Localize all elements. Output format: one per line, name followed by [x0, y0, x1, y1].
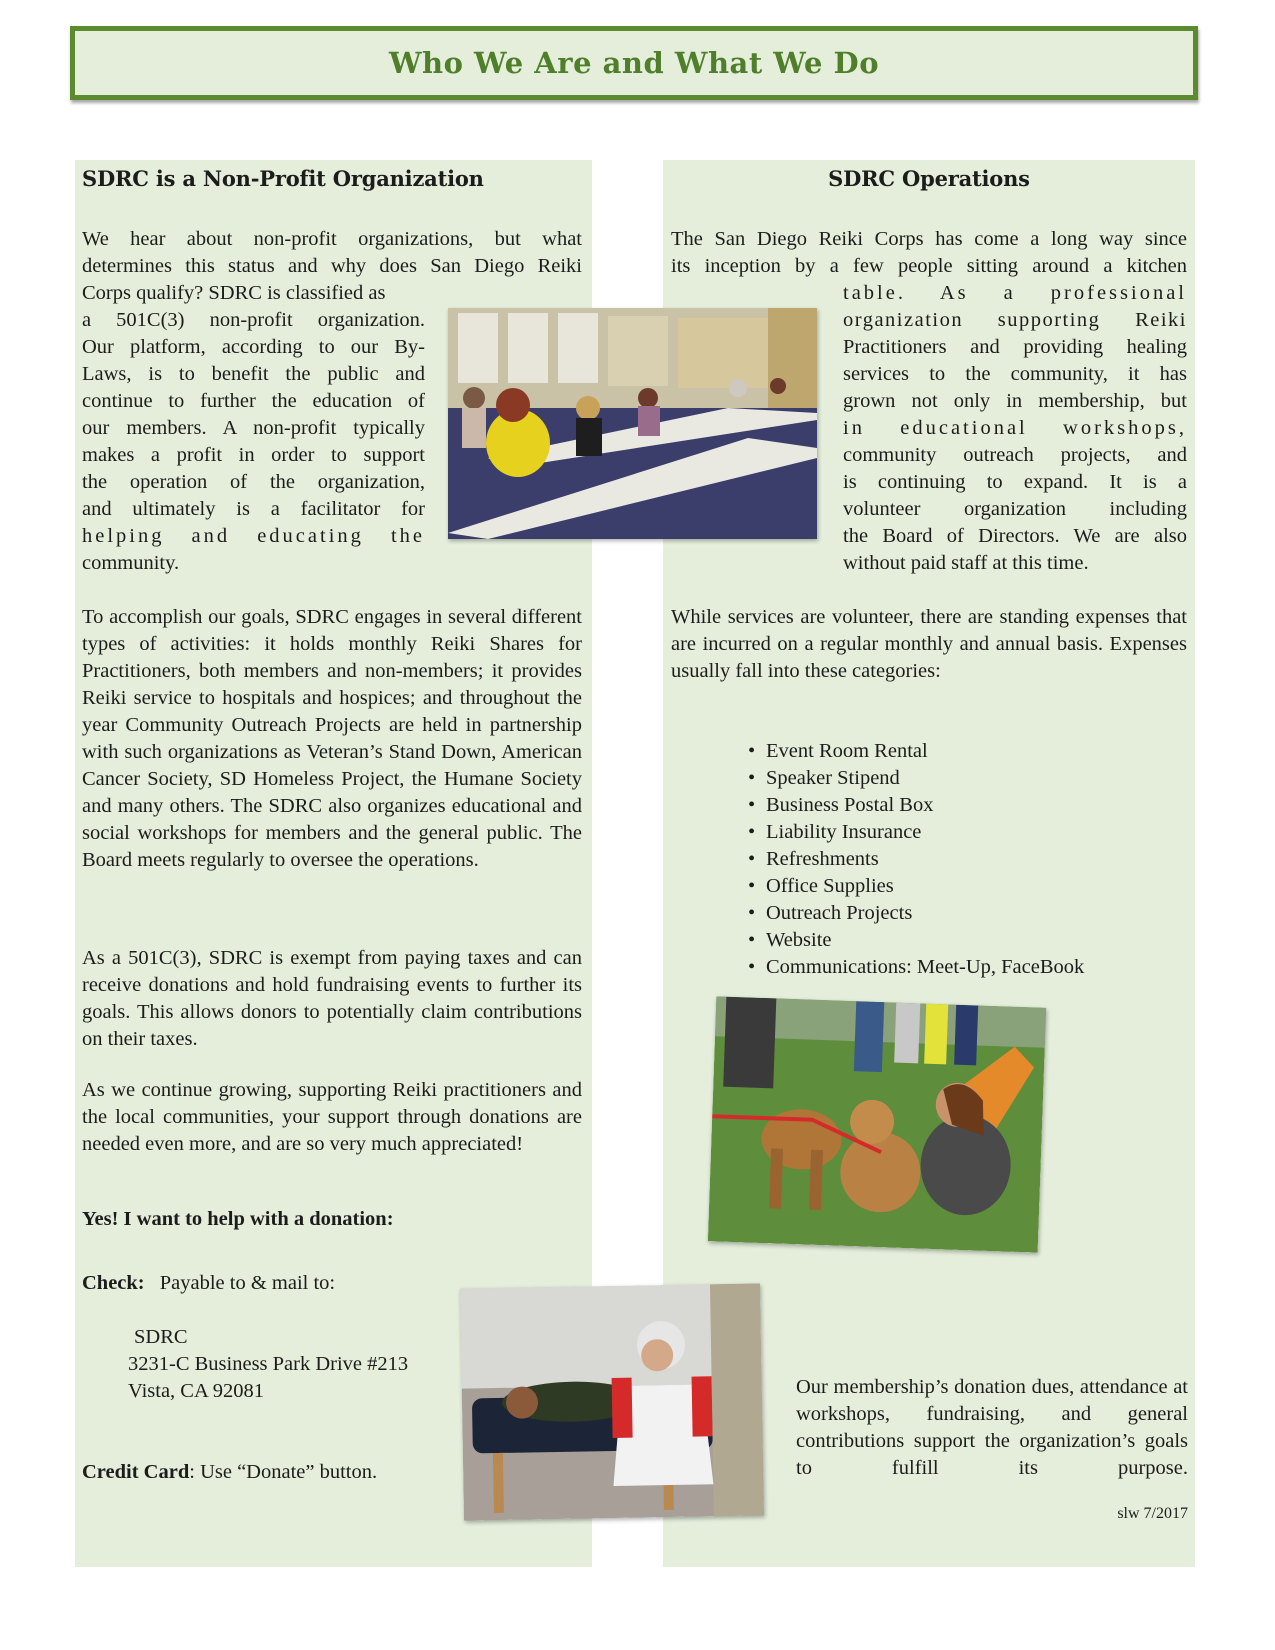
- address-line: 3231-C Business Park Drive #213: [128, 1353, 409, 1375]
- text-line: table. As a professional: [843, 282, 1187, 304]
- page-title: Who We Are and What We Do: [388, 46, 880, 80]
- dogs-outreach-photo: [708, 996, 1046, 1252]
- text-line: Corps qualify? SDRC is classified as: [82, 282, 386, 304]
- credit-card-text: : Use “Donate” button.: [189, 1461, 378, 1483]
- list-item: • Refreshments: [748, 846, 1084, 873]
- mailing-address: [128, 1324, 448, 1405]
- list-item: • Outreach Projects: [748, 900, 1084, 927]
- list-item: • Office Supplies: [748, 873, 1084, 900]
- right-paragraph-membership: Our membership’s donation dues, attendance at workshops, fundraising, and general contributions support the organization’s goals to fulfill its purpose.: [796, 1376, 1188, 1479]
- check-line: [82, 1270, 482, 1297]
- text-line: Our platform, according to our By-: [82, 336, 425, 358]
- list-item: • Business Postal Box: [748, 792, 1084, 819]
- text-line: our members. A non-profit typically: [82, 417, 425, 439]
- right-paragraph-expenses: While services are volunteer, there are standing expenses that are incurred on a regular monthly and annual basis. Expenses usually fall into these categories:: [671, 606, 1187, 682]
- left-paragraph-activities: To accomplish our goals, SDRC engages in several different types of activities: it holds monthly Reiki Shares for Practitioners, both members and non-members; it provides Reiki service to hospitals and hospices; and throughout the year Community Outreach Projects are held in partnership with such organizations as Veteran’s Stand Down, American Cancer Society, SD Homeless Project, the Humane Society and many others. The SDRC also organizes educational and social workshops for members and the general public. The Board meets regularly to oversee the operations.: [82, 606, 582, 871]
- signature-date: slw 7/2017: [1117, 1505, 1188, 1522]
- text-line: We hear about non-profit organizations, but what: [82, 228, 582, 250]
- text-line: volunteer organization including: [843, 498, 1187, 520]
- text-line: Laws, is to benefit the public and: [82, 363, 425, 385]
- text-line: is continuing to expand. It is a: [843, 471, 1187, 493]
- text-line: services to the community, it has: [843, 363, 1187, 385]
- list-item: • Liability Insurance: [748, 819, 1084, 846]
- text-line: grown not only in membership, but: [843, 390, 1187, 412]
- list-item: • Communications: Meet-Up, FaceBook: [748, 954, 1084, 981]
- left-heading: SDRC is a Non-Profit Organization: [82, 166, 484, 191]
- reiki-session-photo: [460, 1283, 764, 1520]
- text-line: determines this status and why does San Diego Reiki: [82, 255, 582, 277]
- text-line: Practitioners and providing healing: [843, 336, 1187, 358]
- text-line: and ultimately is a facilitator for: [82, 498, 425, 520]
- right-heading: SDRC Operations: [828, 166, 1030, 191]
- text-line: a 501C(3) non-profit organization.: [82, 309, 425, 331]
- address-line: SDRC: [134, 1326, 188, 1348]
- list-item: • Speaker Stipend: [748, 765, 1084, 792]
- text-line: community.: [82, 552, 180, 574]
- text-line: community outreach projects, and: [843, 444, 1187, 466]
- text-line: the operation of the organization,: [82, 471, 425, 493]
- text-line: in educational workshops,: [843, 417, 1187, 439]
- text-line: its inception by a few people sitting around a kitchen: [671, 255, 1187, 277]
- check-label: Check:: [82, 1272, 145, 1294]
- text-line: the Board of Directors. We are also: [843, 525, 1187, 547]
- right-intro-narrow: [843, 280, 1187, 577]
- text-line: makes a profit in order to support: [82, 444, 425, 466]
- list-item: • Website: [748, 927, 1084, 954]
- address-line: Vista, CA 92081: [128, 1380, 265, 1402]
- credit-card-line: [82, 1459, 442, 1486]
- left-intro-narrow: [82, 280, 425, 577]
- text-line: helping and educating the: [82, 525, 425, 547]
- left-paragraph-tax-exempt: As a 501C(3), SDRC is exempt from paying taxes and can receive donations and hold fundraising events to further its goals. This allows donors to potentially claim contributions on their taxes.: [82, 947, 582, 1050]
- donation-heading: Yes! I want to help with a donation:: [82, 1208, 394, 1230]
- text-line: The San Diego Reiki Corps has come a long way since: [671, 228, 1187, 250]
- text-line: organization supporting Reiki: [843, 309, 1187, 331]
- left-paragraph-support: As we continue growing, supporting Reiki practitioners and the local communities, your support through donations are needed even more, and are so very much appreciated!: [82, 1079, 582, 1155]
- check-text: Payable to & mail to:: [159, 1272, 336, 1294]
- credit-card-label: Credit Card: [82, 1461, 190, 1483]
- list-item: • Event Room Rental: [748, 738, 1084, 765]
- classroom-photo: [448, 308, 817, 539]
- text-line: continue to further the education of: [82, 390, 425, 412]
- left-intro-lines: [82, 226, 582, 280]
- title-banner: [70, 26, 1198, 100]
- expense-category-list: [748, 738, 1084, 981]
- text-line: without paid staff at this time.: [843, 552, 1089, 574]
- right-intro-lines: [671, 226, 1187, 280]
